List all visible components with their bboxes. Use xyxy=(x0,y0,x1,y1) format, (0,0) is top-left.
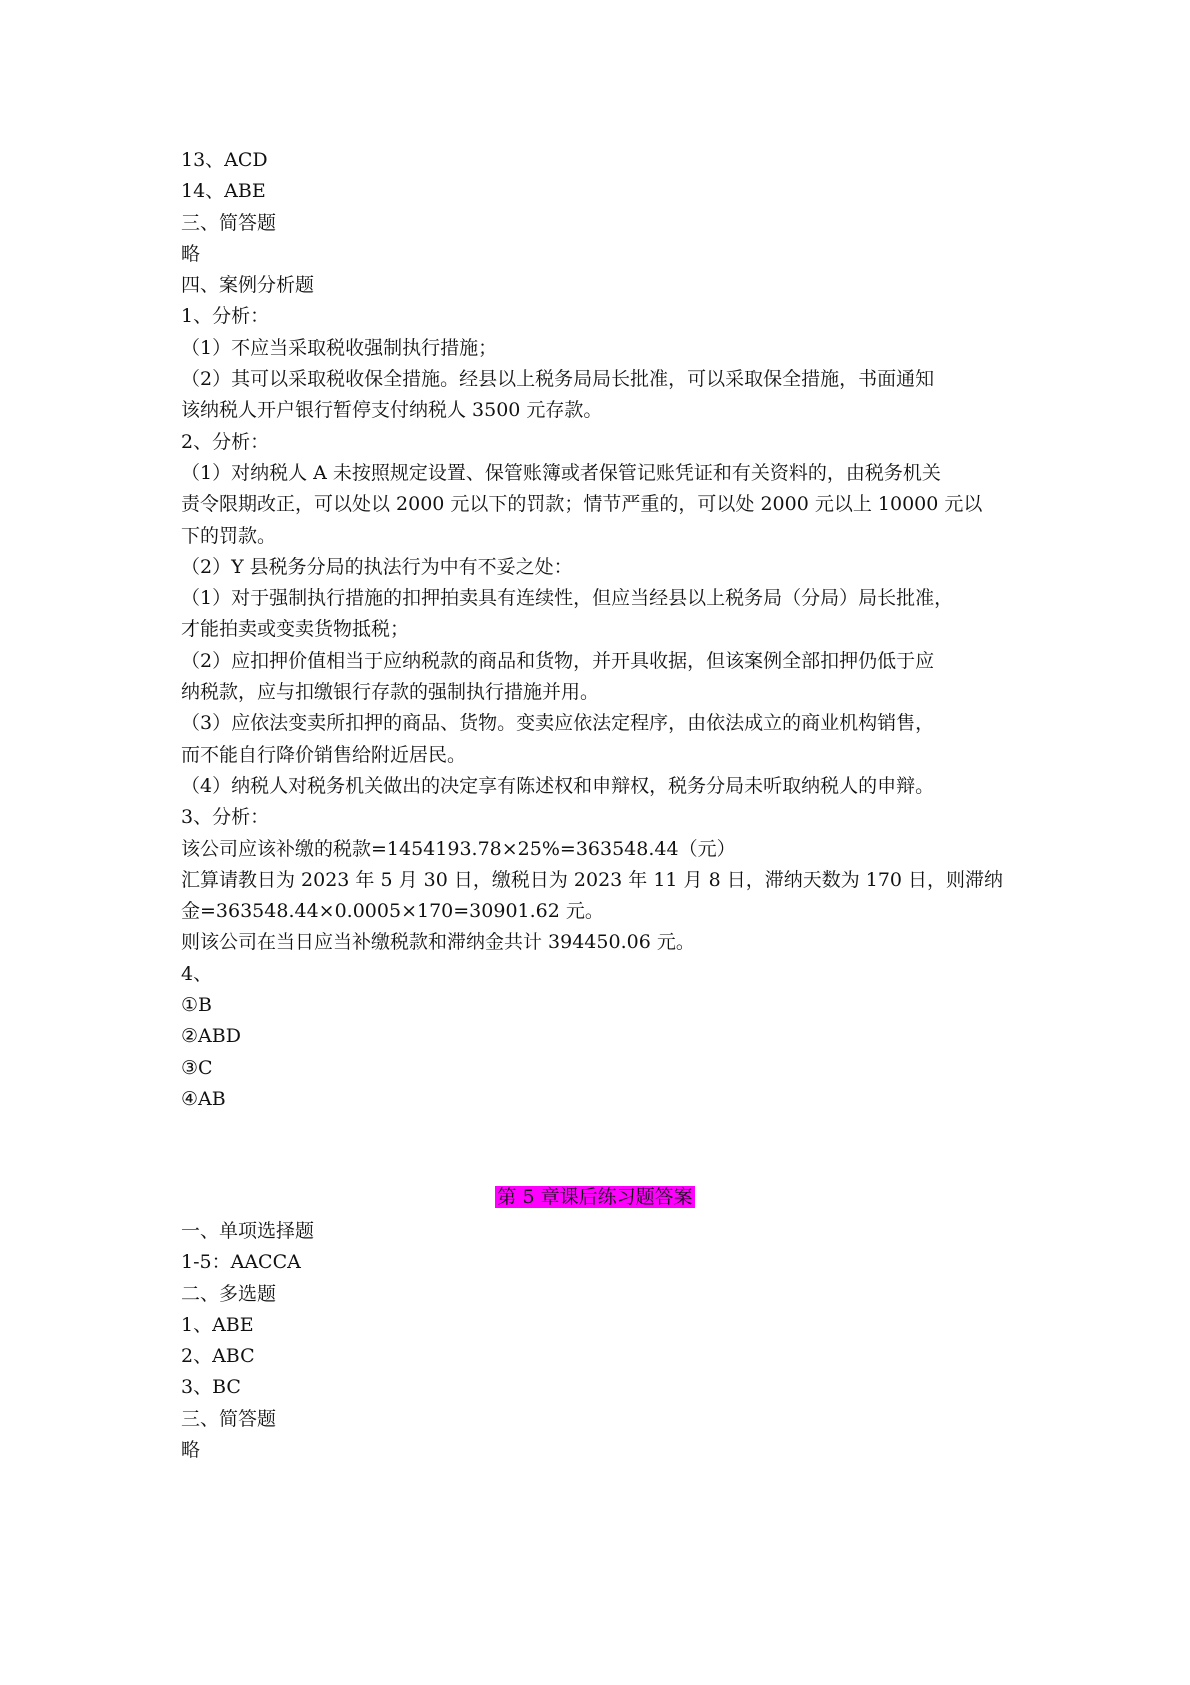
answer-line: 才能拍卖或变卖货物抵税； xyxy=(181,618,410,641)
answers-section-chapter-5 xyxy=(181,1216,1016,1466)
answer-line: （2）Y 县税务分局的执法行为中有不妥之处： xyxy=(181,555,573,578)
answer-line: （4）纳税人对税务机关做出的决定享有陈述权和申辩权，税务分局未听取纳税人的申辩。 xyxy=(181,774,935,797)
question-heading: 1、分析： xyxy=(181,305,270,328)
answer-line: 纳税款，应与扣缴银行存款的强制执行措施并用。 xyxy=(181,681,600,704)
answer-line: 13、ACD xyxy=(181,149,268,171)
answer-line: 则该公司在当日应当补缴税款和滞纳金共计 394450.06 元。 xyxy=(181,931,695,954)
question-heading: 2、分析： xyxy=(181,430,270,453)
section-heading: 二、多选题 xyxy=(181,1282,277,1305)
answer-line: ④AB xyxy=(181,1087,226,1110)
chapter-5-title xyxy=(0,1182,1190,1213)
section-heading: 四、案例分析题 xyxy=(181,274,315,297)
answer-line: 略 xyxy=(181,242,201,265)
answer-line: 14、ABE xyxy=(181,180,266,203)
answer-line: （1）对于强制执行措施的扣押拍卖具有连续性，但应当经县以上税务局（分局）局长批准， xyxy=(181,587,954,610)
answer-line: 汇算请教日为 2023 年 5 月 30 日，缴税日为 2023 年 11 月 8 日，滞纳天数为 170 日，则滞纳 xyxy=(181,868,1004,891)
answer-line: （3）应依法变卖所扣押的商品、货物。变卖应依法定程序，由依法成立的商业机构销售， xyxy=(181,712,935,735)
answer-line: 2、ABC xyxy=(181,1345,255,1368)
answer-line: 1、ABE xyxy=(181,1313,254,1336)
answer-line: 该公司应该补缴的税款=1454193.78×25%=363548.44（元） xyxy=(181,837,736,860)
answer-line: （1）不应当采取税收强制执行措施； xyxy=(181,336,498,359)
answer-line: ③C xyxy=(181,1056,213,1079)
question-heading: 3、分析： xyxy=(181,806,270,829)
answer-line: 下的罚款。 xyxy=(181,524,277,547)
highlighted-title-text: 第 5 章课后练习题答案 xyxy=(497,1186,693,1208)
answer-line: （1）对纳税人 A 未按照规定设置、保管账簿或者保管记账凭证和有关资料的，由税务机关 xyxy=(181,461,941,484)
section-heading: 三、简答题 xyxy=(181,1407,277,1430)
answer-line: ①B xyxy=(181,994,212,1017)
answer-line: （2）应扣押价值相当于应纳税款的商品和货物，并开具收据，但该案例全部扣押仍低于应 xyxy=(181,649,935,672)
answer-line: ②ABD xyxy=(181,1025,241,1048)
answer-line: 1-5：AACCA xyxy=(181,1251,301,1274)
answer-line: 责令限期改正，可以处以 2000 元以下的罚款；情节严重的，可以处 2000 元以上 10000 元以 xyxy=(181,493,983,516)
answer-line: 3、BC xyxy=(181,1376,241,1399)
answer-line: 该纳税人开户银行暂停支付纳税人 3500 元存款。 xyxy=(181,399,603,422)
answers-section-previous-chapter xyxy=(181,145,1016,1115)
answer-line: （2）其可以采取税收保全措施。经县以上税务局局长批准，可以采取保全措施，书面通知 xyxy=(181,368,935,391)
answer-line: 略 xyxy=(181,1439,201,1462)
section-heading: 一、单项选择题 xyxy=(181,1220,315,1242)
question-heading: 4、 xyxy=(181,962,213,985)
answer-line: 金=363548.44×0.0005×170=30901.62 元。 xyxy=(181,900,604,923)
answer-line: 而不能自行降价销售给附近居民。 xyxy=(181,743,467,766)
section-heading: 三、简答题 xyxy=(181,211,277,234)
